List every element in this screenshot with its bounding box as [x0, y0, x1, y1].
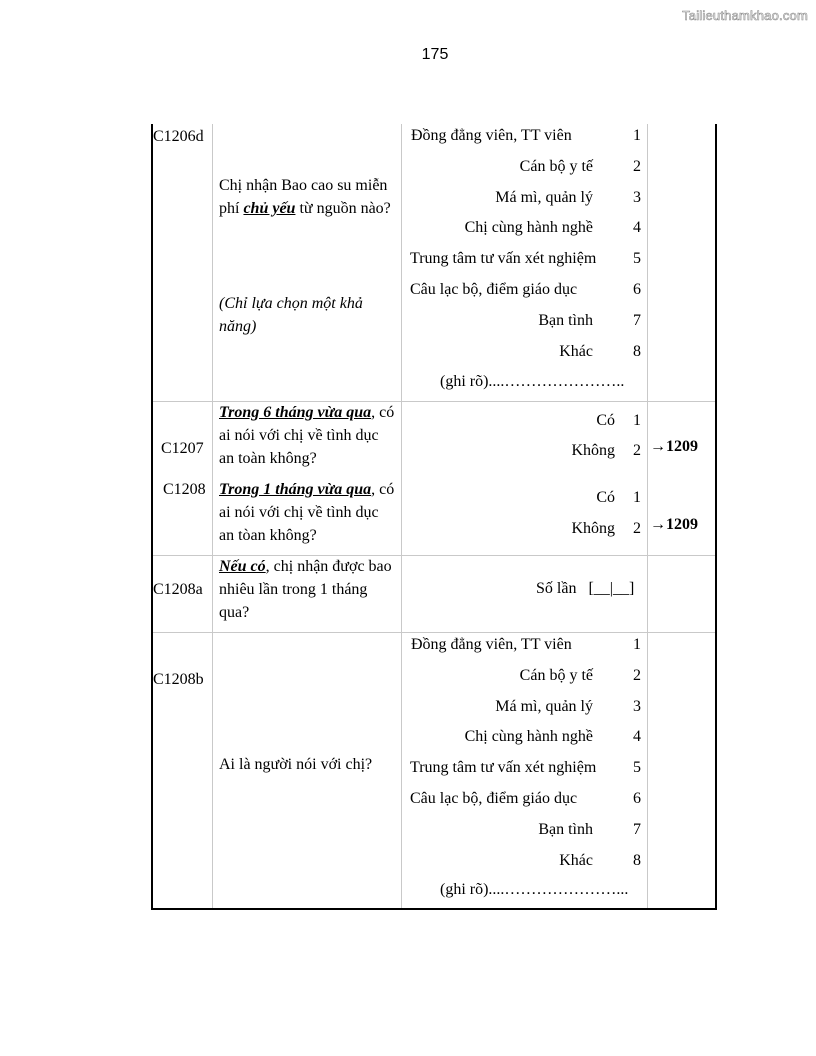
option-code-c1208: 1	[633, 489, 641, 506]
specify-line-c1206d: (ghi rõ)....…………………..	[440, 373, 625, 390]
question-code-c1206d: C1206d	[153, 128, 204, 145]
option-code-c1208b: 1	[633, 636, 641, 653]
option-label-c1208b: Đồng đẳng viên, TT viên	[411, 636, 572, 653]
question-emphasis: Trong 6 tháng vừa qua	[219, 404, 372, 421]
option-code-c1206d: 4	[633, 219, 641, 237]
option-label-c1206d: Câu lạc bộ, điểm giáo dục	[410, 281, 578, 298]
page-number: 175	[421, 46, 449, 63]
option-code-c1207: 2	[633, 442, 641, 459]
option-label-c1207: Không	[571, 442, 615, 459]
option-label-c1206d: Đồng đẳng viên, TT viên	[411, 127, 572, 144]
question-note-c1206d: (Chỉ lựa chọn một khả năng)	[219, 295, 363, 335]
option-code-c1208: 2	[633, 520, 641, 537]
question-emphasis: chủ yếu	[243, 200, 296, 217]
question-text-c1206d	[219, 174, 395, 220]
questionnaire-table	[151, 124, 717, 910]
option-label-c1208b: Bạn tình	[538, 820, 593, 838]
option-label-c1206d: Trung tâm tư vấn xét nghiệm	[410, 250, 597, 268]
option-code-c1206d: 2	[633, 157, 641, 175]
option-code-c1208b: 7	[633, 820, 641, 838]
column-divider	[212, 124, 213, 908]
question-code-c1208: C1208	[163, 481, 206, 498]
question-text-c1208b: Ai là người nói với chị?	[219, 756, 373, 773]
question-code-c1208a: C1208a	[153, 581, 203, 598]
option-code-c1208b: 6	[633, 790, 641, 807]
question-text-c1208a	[219, 555, 395, 624]
option-label-c1206d: Cán bộ y tế	[519, 157, 593, 175]
option-code-c1208b: 2	[633, 666, 641, 684]
option-label-c1208b: Khác	[559, 851, 593, 869]
option-code-c1206d: 7	[633, 311, 641, 329]
row-divider	[153, 632, 715, 633]
column-divider	[647, 124, 648, 908]
option-code-c1208b: 3	[633, 697, 641, 715]
question-code-c1207: C1207	[161, 440, 204, 457]
option-code-c1207: 1	[633, 412, 641, 429]
option-code-c1208b: 8	[633, 851, 641, 869]
skip-instruction-c1208: →1209	[650, 516, 698, 533]
option-code-c1206d: 5	[633, 250, 641, 268]
watermark-text: Tailieuthamkhao.com	[682, 8, 808, 23]
answer-count-c1208a: Số lần [__|__]	[536, 580, 635, 597]
question-text-part: , chị nhận được bao nhiêu lần trong 1 tháng qua?	[219, 558, 392, 621]
option-label-c1208b: Câu lạc bộ, điểm giáo dục	[410, 790, 578, 807]
column-divider	[401, 124, 402, 908]
option-label-c1206d: Chị cùng hành nghề	[464, 219, 593, 237]
question-emphasis: Trong 1 tháng vừa qua	[219, 481, 372, 498]
option-code-c1206d: 6	[633, 281, 641, 298]
option-label-c1208b: Trung tâm tư vấn xét nghiệm	[410, 759, 597, 777]
question-emphasis: Nếu có	[219, 558, 266, 575]
option-label-c1208: Không	[571, 520, 615, 537]
option-label-c1207: Có	[596, 412, 615, 429]
option-code-c1206d: 3	[633, 188, 641, 206]
question-text-part: từ nguồn nào?	[295, 200, 391, 217]
question-text-c1207	[219, 401, 395, 470]
question-text-part: , có ai nói với chị về tình dục an toàn không?	[219, 404, 395, 467]
specify-line-c1208b: (ghi rõ)....…………………...	[440, 881, 629, 898]
option-label-c1208b: Chị cùng hành nghề	[464, 728, 593, 746]
option-code-c1208b: 4	[633, 728, 641, 746]
option-label-c1206d: Khác	[559, 342, 593, 360]
option-label-c1208b: Cán bộ y tế	[519, 666, 593, 684]
option-label-c1206d: Má mì, quản lý	[495, 188, 593, 206]
option-code-c1206d: 8	[633, 342, 641, 360]
question-text-part: , có ai nói với chị về tình dục an tòan không?	[219, 481, 395, 544]
question-text-c1208	[219, 478, 395, 547]
question-code-c1208b: C1208b	[153, 671, 204, 688]
option-label-c1208: Có	[596, 489, 615, 506]
question-text-part: Chị nhận Bao cao su miễn phí	[219, 177, 388, 217]
option-code-c1206d: 1	[633, 127, 641, 144]
option-label-c1208b: Má mì, quản lý	[495, 697, 593, 715]
option-code-c1208b: 5	[633, 759, 641, 777]
skip-instruction-c1207: →1209	[650, 438, 698, 455]
option-label-c1206d: Bạn tình	[538, 311, 593, 329]
